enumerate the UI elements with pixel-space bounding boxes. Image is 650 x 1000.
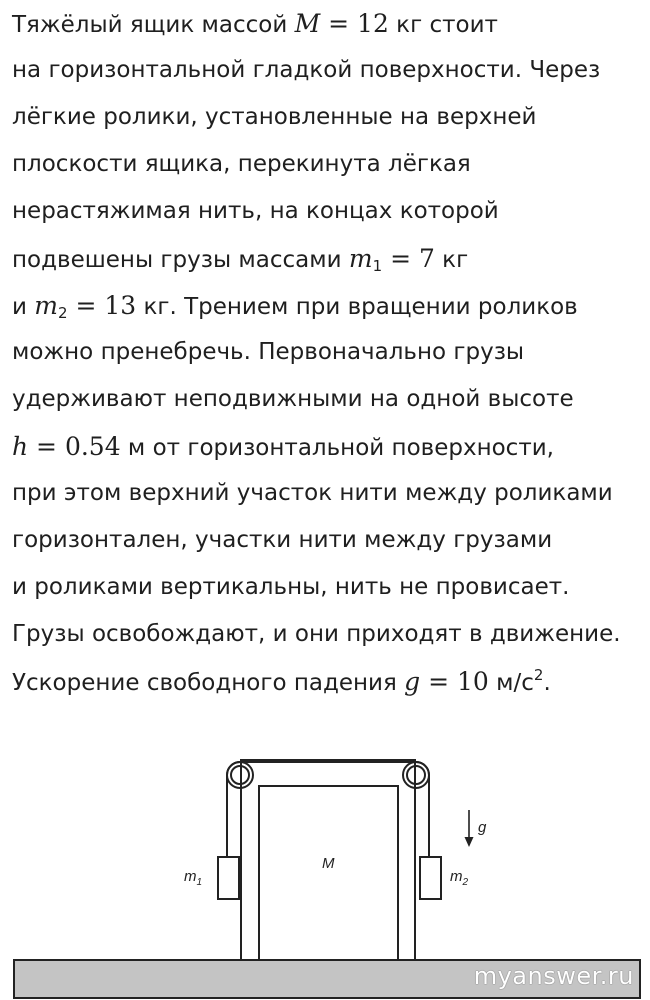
- label-M: M: [322, 855, 335, 872]
- mass-2-value: = 13: [67, 291, 137, 320]
- watermark: myanswer.ru: [473, 962, 634, 990]
- text-line-4: плоскости ящика, перекинута лёгкая: [12, 151, 471, 177]
- text-line-5: нерастяжимая нить, на концах которой: [12, 198, 499, 224]
- gravity-unit-exponent: 2: [533, 666, 544, 684]
- label-m1: [184, 868, 202, 888]
- text-line-13: и роликами вертикальны, нить не провисает.: [12, 574, 570, 600]
- gravity-unit: м/с: [488, 670, 534, 696]
- mass-1-value: = 7: [382, 244, 435, 273]
- height-value: = 0.54: [28, 432, 121, 461]
- text-line-12: горизонтален, участки нити между грузами: [12, 527, 553, 553]
- text-line-10: [12, 423, 648, 470]
- text-line-6: [12, 235, 648, 282]
- text-fragment: кг: [434, 247, 469, 273]
- mass-box-symbol: M: [294, 9, 321, 38]
- text-line-1: [12, 0, 648, 47]
- text-line-8: можно пренебречь. Первоначально грузы: [12, 339, 525, 365]
- mass-2-symbol: m: [34, 291, 58, 320]
- mass-1-symbol: m: [348, 244, 373, 273]
- label-m1-letter: m: [184, 868, 197, 885]
- text-fragment: Тяжёлый ящик массой: [12, 12, 295, 38]
- text-fragment: подвешены грузы массами: [12, 247, 349, 273]
- box-pulley-diagram: [0, 740, 650, 1000]
- label-m1-subscript: 1: [196, 877, 203, 888]
- text-fragment: .: [543, 670, 551, 696]
- text-fragment: м от горизонтальной поверхности,: [120, 435, 554, 461]
- text-fragment: и: [12, 294, 35, 320]
- text-line-14: Грузы освобождают, и они приходят в движение.: [12, 621, 621, 647]
- gravity-value: = 10: [420, 667, 489, 696]
- label-m2-subscript: 2: [462, 877, 469, 888]
- gravity-arrow-icon: [465, 810, 474, 847]
- height-symbol: h: [12, 432, 29, 461]
- mass-1-subscript: 1: [372, 257, 383, 275]
- text-line-7: [12, 282, 648, 329]
- text-fragment: кг. Трением при вращении роликов: [136, 294, 578, 320]
- text-line-15: [12, 658, 648, 705]
- text-line-11: при этом верхний участок нити между роликами: [12, 480, 613, 506]
- text-line-2: на горизонтальной гладкой поверхности. Через: [12, 57, 601, 83]
- mass-2-subscript: 2: [57, 304, 68, 322]
- text-line-3: лёгкие ролики, установленные на верхней: [12, 104, 537, 130]
- text-fragment: кг стоит: [388, 12, 498, 38]
- label-m2: [450, 868, 469, 888]
- gravity-symbol: g: [404, 667, 421, 696]
- label-g: g: [478, 819, 487, 836]
- problem-text: [12, 0, 648, 705]
- weight-m2: [420, 857, 441, 899]
- mass-box-value: = 12: [320, 9, 389, 38]
- text-fragment: Ускорение свободного падения: [12, 670, 405, 696]
- weight-m1: [218, 857, 239, 899]
- label-m2-letter: m: [450, 868, 463, 885]
- text-line-9: удерживают неподвижными на одной высоте: [12, 386, 574, 412]
